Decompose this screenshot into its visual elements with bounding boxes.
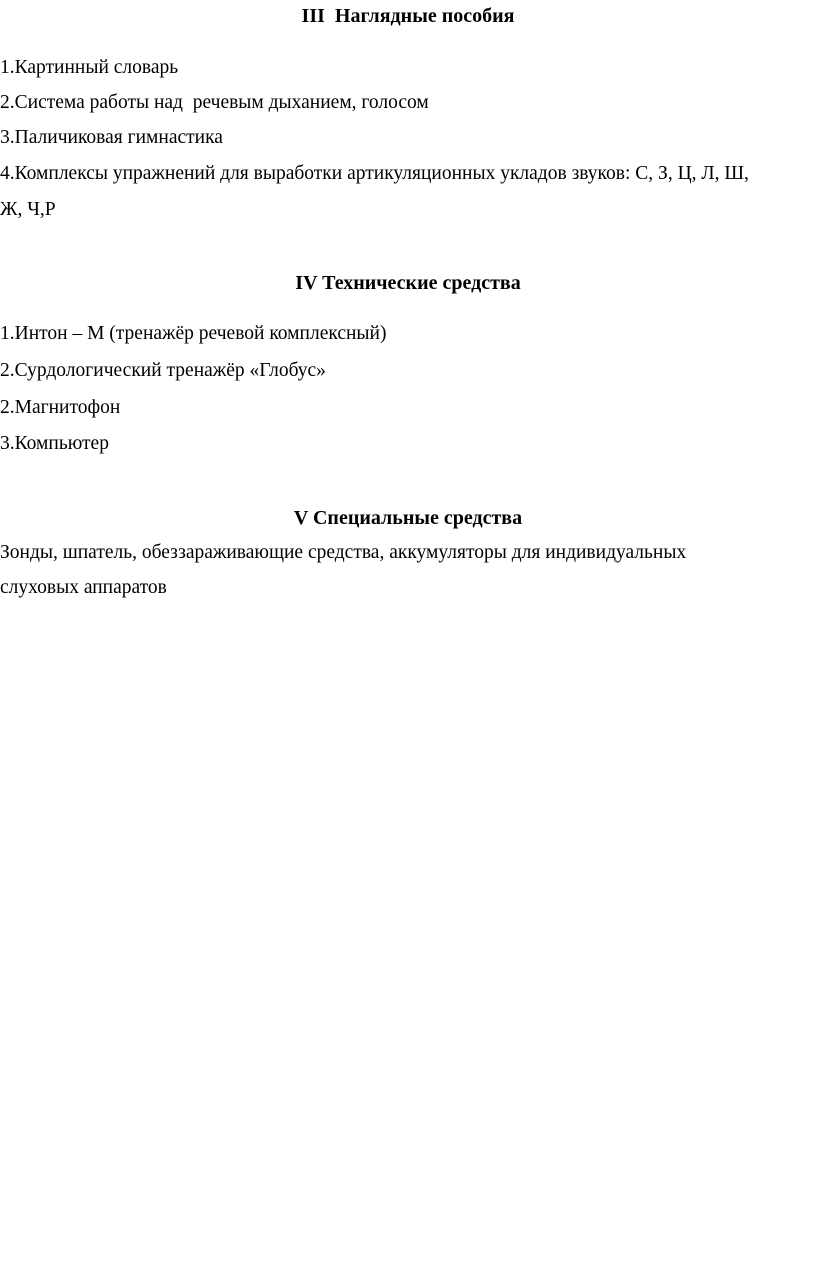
section-4-item-2: 2.Сурдологический тренажёр «Глобус» bbox=[0, 360, 326, 381]
section-3-item-4-continuation: Ж, Ч,Р bbox=[0, 199, 56, 220]
section-3-heading: III Наглядные пособия bbox=[301, 5, 515, 27]
section-5-text-line-1: Зонды, шпатель, обеззараживающие средства, аккумуляторы для индивидуальных bbox=[0, 542, 687, 563]
section-5-heading: V Специальные средства bbox=[293, 507, 523, 529]
section-3-item-4: 4.Комплексы упражнений для выработки артикуляционных укладов звуков: С, З, Ц, Л, Ш, bbox=[0, 163, 749, 184]
section-3-item-3: 3.Паличиковая гимнастика bbox=[0, 127, 223, 148]
section-3-item-2: 2.Система работы над речевым дыханием, голосом bbox=[0, 92, 429, 113]
section-4-item-1: 1.Интон – М (тренажёр речевой комплексный) bbox=[0, 323, 387, 344]
section-3-item-1: 1.Картинный словарь bbox=[0, 57, 179, 78]
section-5-text-line-2: слуховых аппаратов bbox=[0, 577, 167, 598]
section-4-item-4: 3.Компьютер bbox=[0, 433, 109, 454]
section-4-heading: IV Технические средства bbox=[295, 272, 521, 294]
section-4-item-3: 2.Магнитофон bbox=[0, 397, 121, 418]
